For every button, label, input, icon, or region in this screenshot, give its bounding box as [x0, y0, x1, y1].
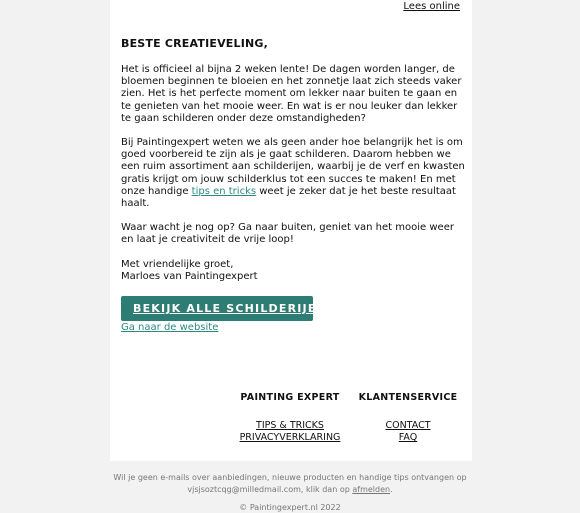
paragraph-assortment-text-2: weet je zeker dat je het beste resultaat haalt. — [121, 185, 456, 210]
letter-content — [121, 37, 466, 333]
paragraph-outro: Waar wacht je nog op? Ga naar buiten, geniet van het mooie weer en laat je creativiteit de vrije loop! — [121, 222, 454, 246]
legal-email-text: vjsjsoztcqg@milledmail.com, klik dan op — [187, 485, 353, 494]
closing-line: Met vriendelijke groet, — [121, 258, 234, 270]
tips-tricks-link[interactable]: TIPS & TRICKS — [256, 420, 324, 431]
signature-line: Marloes van Paintingexpert — [121, 270, 258, 282]
view-all-paintings-button[interactable]: BEKIJK ALLE SCHILDERIJEN — [121, 296, 313, 321]
website-link[interactable]: Ga naar de website — [121, 322, 219, 334]
email-card — [110, 0, 472, 461]
view-online-link[interactable]: Lees online — [403, 1, 460, 12]
legal-notice — [0, 472, 580, 496]
footer-column-title: KLANTENSERVICE — [358, 392, 458, 403]
unsubscribe-link[interactable]: afmelden — [352, 485, 391, 494]
paragraph-assortment-text-1: Bij Paintingexpert weten we als geen ander hoe belangrijk het is om goed voorbereid te zijn als je gaat schilderen. Daarom hebben we een ruim assortiment aan schilderijen, waarbij je de verf en kwasten gratis krijgt om jouw schilderklus tot een succes te maken! En met onze handige — [121, 137, 465, 197]
footer-links — [110, 392, 472, 442]
privacy-link[interactable]: PRIVACYVERKLARING — [239, 432, 341, 443]
contact-link[interactable]: CONTACT — [385, 420, 431, 431]
legal-line-1: Wil je geen e-mails over aanbiedingen, nieuwe producten en handige tips ontvangen op — [113, 473, 467, 482]
copyright-text: © Paintingexpert.nl 2022 — [239, 503, 341, 512]
paragraph-intro: Het is officieel al bijna 2 weken lente! De dagen worden langer, de bloemen beginnen te bloeien en het zonnetje laat zich steeds vaker zien. Het is het perfecte moment om lekker naar buiten te gaan en te genieten van het mooie weer. En wat is er nou leuker dan lekker te gaan schilderen onder deze omstandigheden? — [121, 64, 462, 124]
tips-link[interactable]: tips en tricks — [191, 185, 257, 197]
legal-period: . — [390, 485, 393, 494]
faq-link[interactable]: FAQ — [398, 432, 418, 443]
footer-column-title: PAINTING EXPERT — [240, 392, 340, 403]
paragraph-assortment — [121, 137, 466, 210]
footer-column-painting-expert — [238, 392, 342, 444]
footer-column-customer-service — [358, 392, 458, 444]
legal-line-2 — [0, 484, 580, 496]
greeting-heading: BESTE CREATIEVELING, — [121, 37, 269, 50]
